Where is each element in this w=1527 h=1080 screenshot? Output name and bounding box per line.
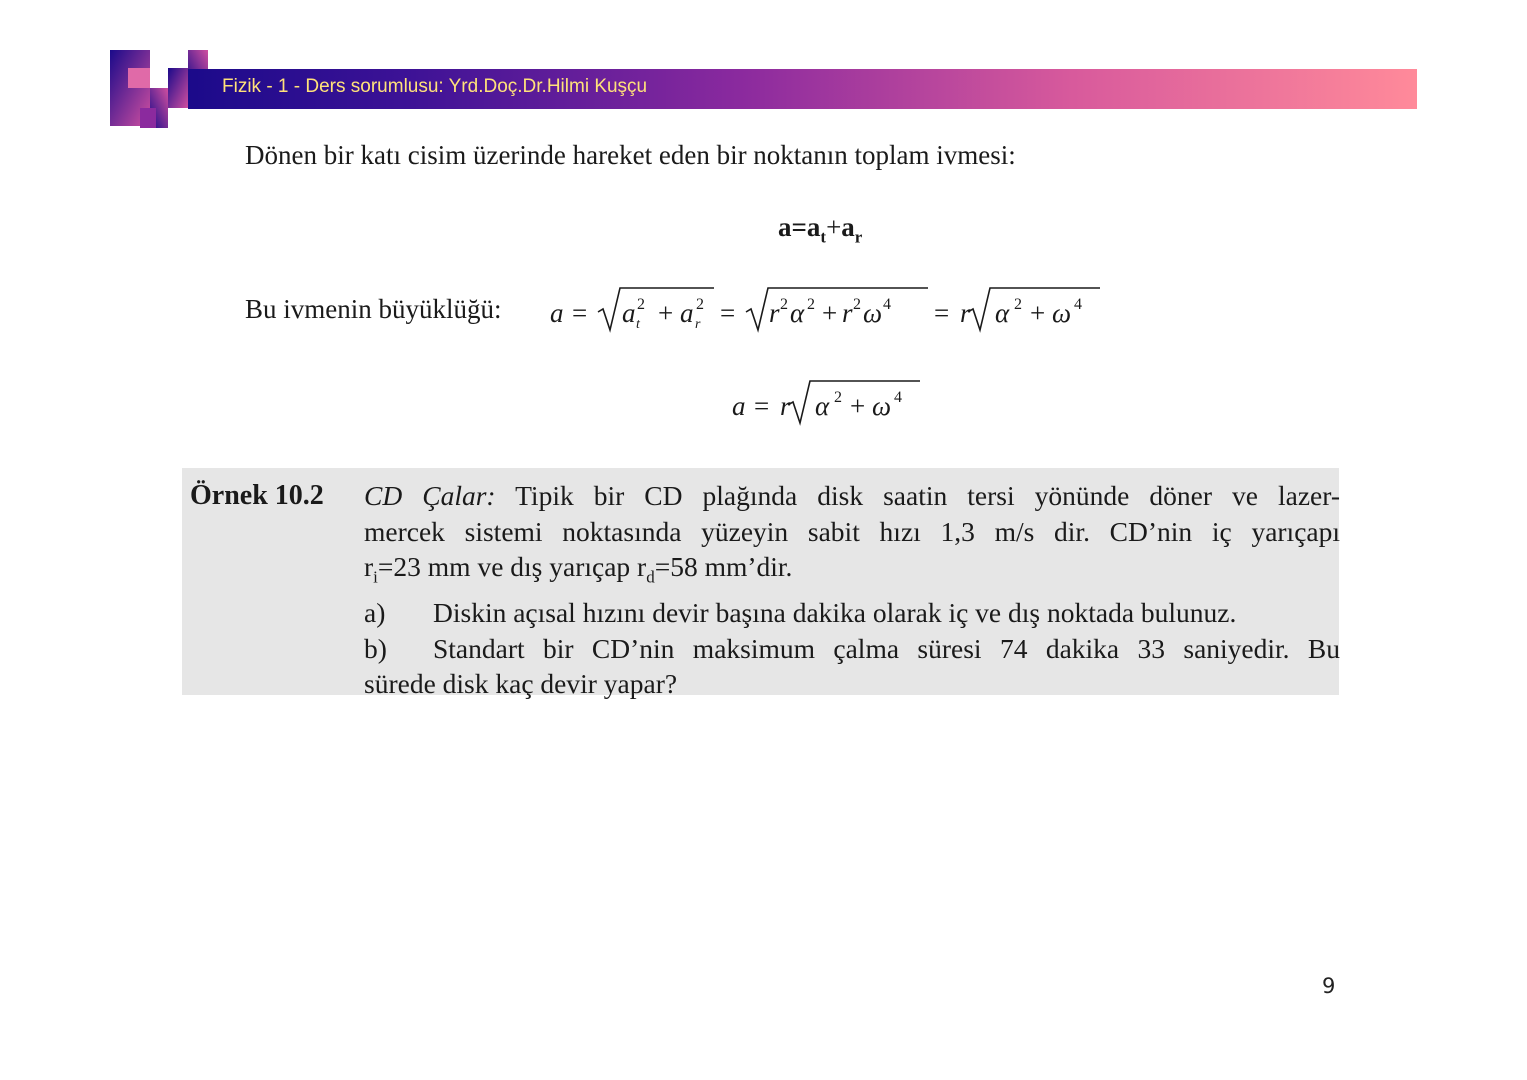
example-item-b-continued: sürede disk kaç devir yapar? xyxy=(364,668,678,699)
example-item-b: b) Standart bir CD’nin maksimum çalma süresi 74 dakika 33 saniyedir. Bu xyxy=(364,632,1340,664)
svg-text:2: 2 xyxy=(834,389,842,406)
svg-text:α: α xyxy=(995,298,1010,328)
example-line-1: CD Çalar: Tipik bir CD plağında disk saatin tersi yönünde döner ve lazer- xyxy=(364,480,1340,511)
svg-text:α: α xyxy=(790,298,805,328)
example-title: CD Çalar: xyxy=(364,480,496,511)
svg-text:a: a xyxy=(622,298,636,328)
example-item-a: a) Diskin açısal hızını devir başına dakika olarak iç ve dış noktada bulunuz. xyxy=(364,597,1237,628)
svg-text:a: a xyxy=(732,391,746,421)
svg-text:a: a xyxy=(550,298,564,328)
total-acceleration-equation: $a=a_t+a_r$ xyxy=(778,212,863,247)
svg-text:r: r xyxy=(695,317,701,332)
acceleration-result-formula xyxy=(730,378,930,434)
svg-text:r: r xyxy=(780,391,791,421)
svg-text:ω: ω xyxy=(1052,298,1072,328)
svg-text:4: 4 xyxy=(883,296,891,313)
example-line-3: $r_i=23$ mm ve dış yarıçap $r_d=58$ mm’dir. xyxy=(364,551,793,587)
page-number: 9 xyxy=(1322,974,1336,998)
svg-text:=: = xyxy=(572,298,588,328)
svg-text:2: 2 xyxy=(637,296,645,313)
svg-text:=: = xyxy=(754,391,770,421)
svg-text:=: = xyxy=(720,298,736,328)
svg-text:+: + xyxy=(822,298,838,328)
svg-text:2: 2 xyxy=(807,296,815,313)
svg-text:r: r xyxy=(842,298,853,328)
example-label: Örnek 10.2 xyxy=(190,480,324,511)
svg-text:ω: ω xyxy=(872,391,892,421)
header-title: Fizik - 1 - Ders sorumlusu: Yrd.Doç.Dr.Hilmi Kuşçu xyxy=(222,76,648,97)
svg-text:+: + xyxy=(1030,298,1046,328)
example-line-2: mercek sistemi noktasında yüzeyin sabit hızı 1,3 m/s dir. CD’nin iç yarıçapı xyxy=(364,515,1340,547)
svg-text:4: 4 xyxy=(1074,296,1082,313)
svg-text:2: 2 xyxy=(696,296,704,313)
svg-text:+: + xyxy=(850,391,866,421)
svg-text:ω: ω xyxy=(863,298,883,328)
svg-text:a: a xyxy=(680,298,694,328)
example-body xyxy=(364,478,1340,702)
magnitude-formula xyxy=(548,282,1108,338)
svg-text:4: 4 xyxy=(894,389,902,406)
svg-text:α: α xyxy=(815,391,830,421)
svg-text:r: r xyxy=(769,298,780,328)
intro-text: Dönen bir katı cisim üzerinde hareket eden bir noktanın toplam ivmesi: xyxy=(245,140,1016,170)
svg-text:r: r xyxy=(960,298,971,328)
svg-text:t: t xyxy=(636,317,640,332)
magnitude-label: Bu ivmenin büyüklüğü: xyxy=(245,294,502,324)
svg-text:2: 2 xyxy=(780,296,788,313)
svg-text:+: + xyxy=(658,298,674,328)
svg-text:2: 2 xyxy=(853,296,861,313)
svg-text:2: 2 xyxy=(1014,296,1022,313)
svg-text:=: = xyxy=(934,298,950,328)
